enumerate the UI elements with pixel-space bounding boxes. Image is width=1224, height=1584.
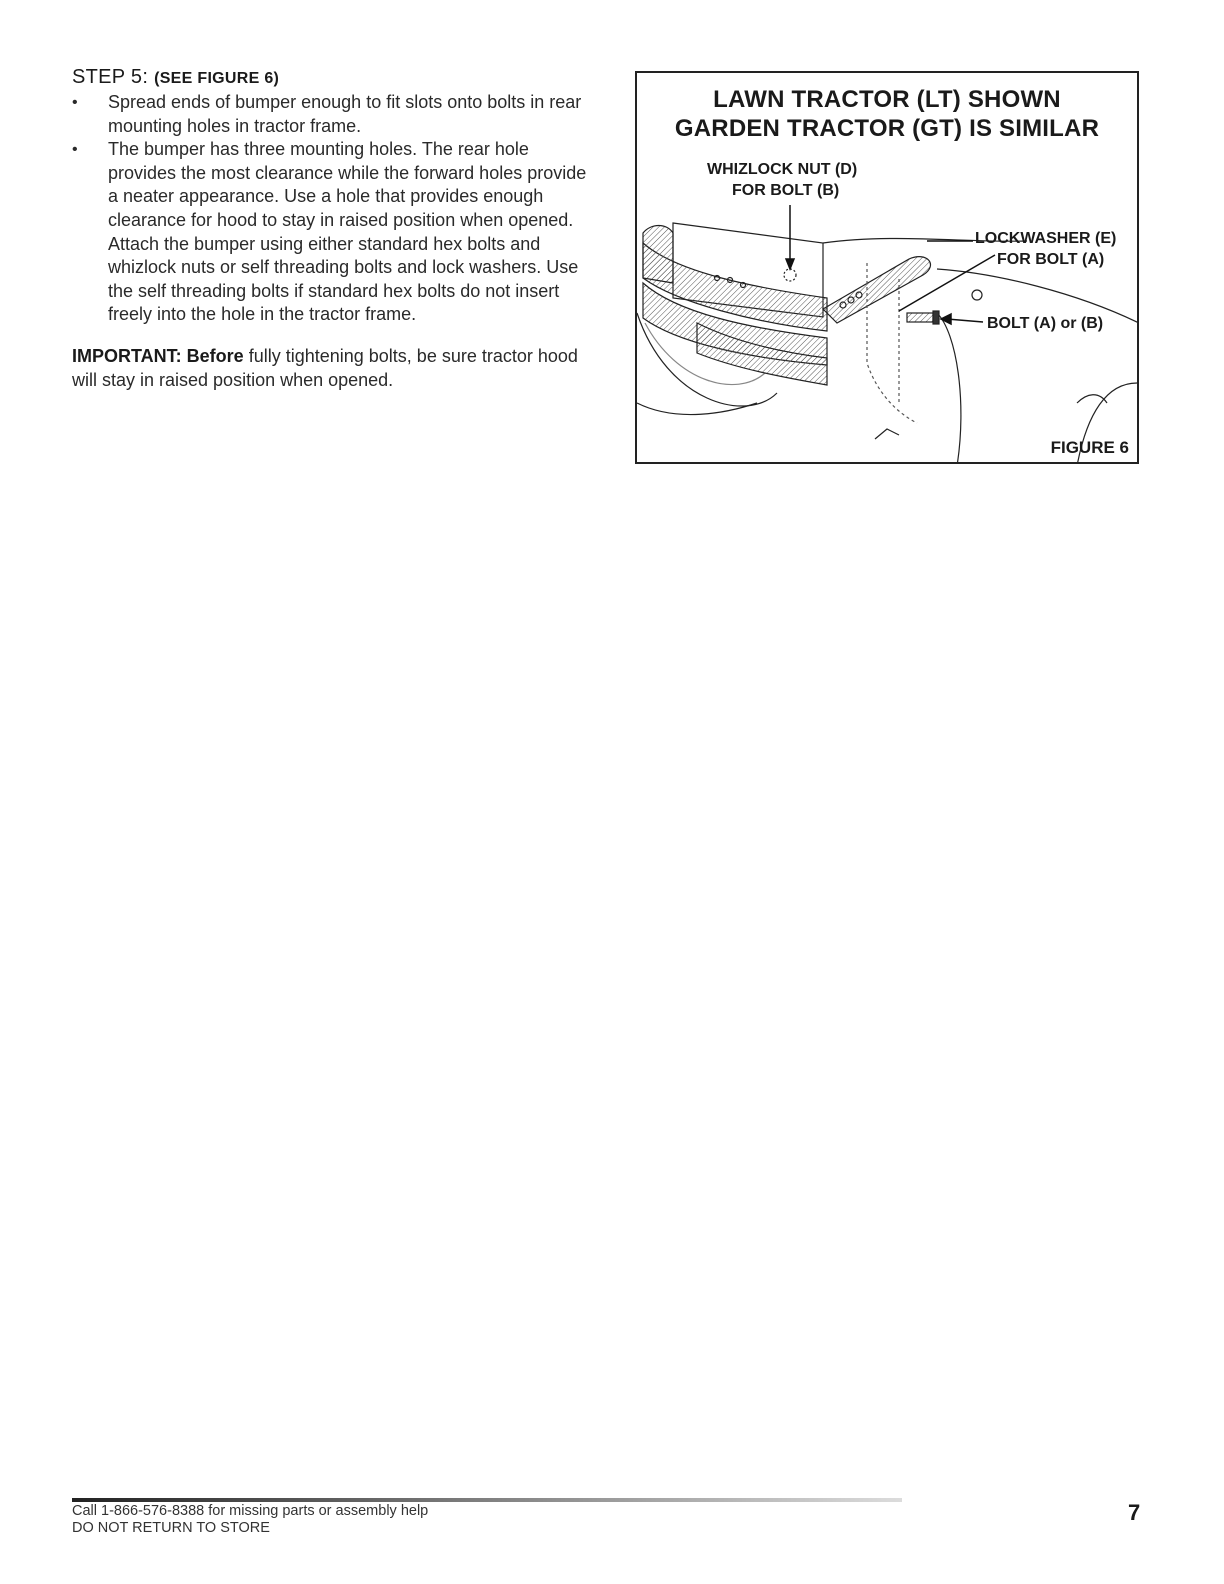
instructions-column: [72, 66, 592, 410]
page-number: 7: [1128, 1500, 1141, 1525]
important-note: [72, 345, 592, 392]
whizlock-nut-callout: WHIZLOCK NUT (D) FOR BOLT (B): [707, 161, 858, 199]
figure-6-box: [635, 71, 1139, 464]
figure-label: FIGURE 6: [1050, 438, 1129, 457]
step-heading: [72, 66, 592, 89]
step-figure-ref: (SEE FIGURE 6): [154, 70, 280, 87]
figure-title: LAWN TRACTOR (LT) SHOWN GARDEN TRACTOR (GT) IS SIMILAR: [674, 86, 1100, 142]
important-emphasis: Before: [186, 345, 244, 366]
return-notice: DO NOT RETURN TO STORE: [72, 1520, 270, 1536]
bolt-callout: BOLT (A) or (B): [987, 315, 1104, 332]
important-text: fully tightening bolts, be sure tractor hood will stay in raised position when opened.: [72, 345, 578, 390]
help-line: Call 1-866-576-8388 for missing parts or assembly help: [72, 1503, 429, 1519]
important-label: IMPORTANT:: [72, 345, 182, 366]
list-item: • The bumper has three mounting holes. The rear hole provides the most clearance while the forward holes provide a neater appearance. Use a hole that provides enough clearance for hood to stay in raised position when opened. Attach the bumper using either standard hex bolts and whizlock nuts or self threading bolts and lock washers. Use the self threading bolts if standard hex bolts do not insert freely into the hole in the tractor frame.: [72, 139, 587, 325]
footer-text: [72, 1503, 428, 1537]
list-item: • Spread ends of bumper enough to fit slots onto bolts in rear mounting holes in tractor frame.: [72, 92, 582, 136]
lockwasher-callout: LOCKWASHER (E) FOR BOLT (A): [975, 230, 1117, 268]
bullet-icon: •: [72, 94, 78, 111]
step-label: STEP 5:: [72, 66, 149, 88]
footer-divider: [72, 1498, 902, 1502]
bullet-icon: •: [72, 141, 78, 159]
instruction-list: [72, 91, 592, 327]
